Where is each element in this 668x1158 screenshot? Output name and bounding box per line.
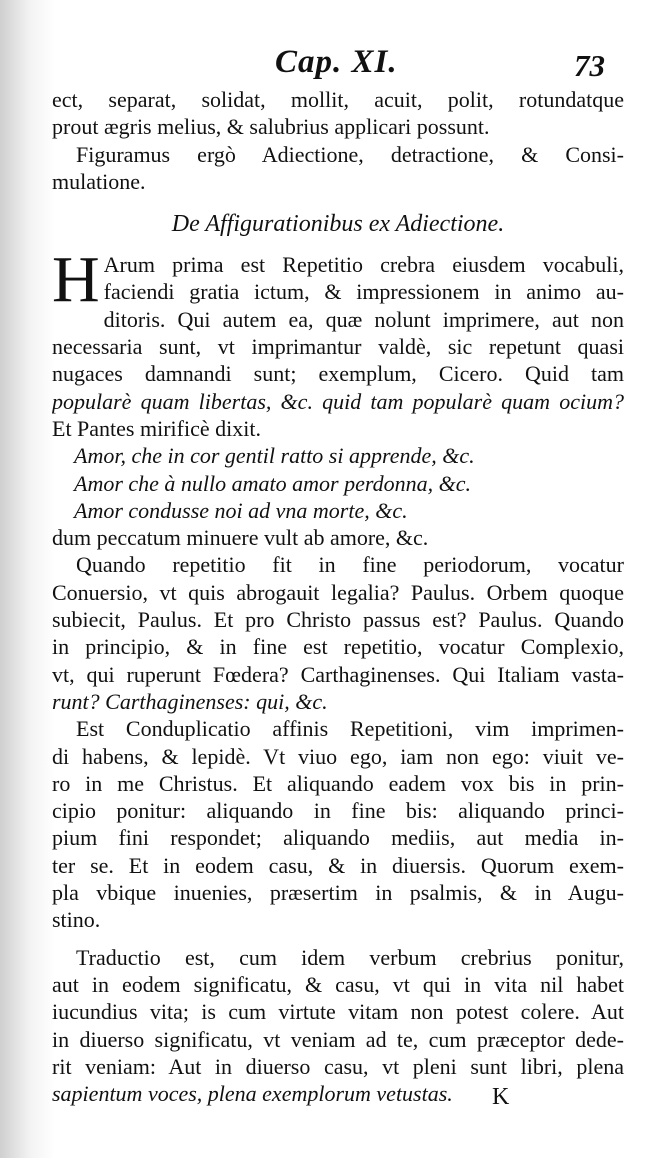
running-header: [0, 44, 668, 88]
text-line: Conuersio, vt quis abrogauit legalia? Paulus. Orbem quoque: [52, 579, 624, 605]
text-line: Figuramus ergò Adiectione, detractione, & Consi-: [76, 141, 624, 167]
text-line: Et Pantes mirificè dixit.: [52, 415, 261, 441]
text-line: stino.: [52, 907, 101, 933]
text-line: pla vbique inuenies, præsertim in psalmis, & in Augu-: [52, 880, 624, 906]
text-line: Quando repetitio fit in fine periodorum, vocatur: [76, 552, 624, 578]
text-line: popularè quam libertas, &c. quid tam popularè quam ocium?: [52, 388, 624, 414]
text-line: ditoris. Qui autem ea, quæ nolunt imprimere, aut non: [103, 306, 624, 332]
verse-line: Amor condusse noi ad vna morte, &c.: [74, 497, 408, 523]
text-line: cipio ponitur: aliquando in fine bis: aliquando princi-: [52, 798, 624, 824]
text-line: iucundius vita; is cum virtute vitam non potest colere. Aut: [52, 999, 624, 1025]
text-line: subiecit, Paulus. Et pro Christo passus est? Paulus. Quando: [52, 607, 624, 633]
text-line: di habens, & lepidè. Vt viuo ego, iam non ego: viuit ve-: [52, 743, 624, 769]
text-line: ro in me Christus. Et aliquando eadem vox bis in prin-: [52, 770, 624, 796]
text-line: rit veniam: Aut in diuerso casu, vt pleni sunt libri, plena: [52, 1053, 624, 1079]
verse-line: Amor che à nullo amato amor perdonna, &c.: [74, 470, 471, 496]
text-line: dum peccatum minuere vult ab amore, &c.: [52, 525, 429, 551]
text-line: prout ægris melius, & salubrius applicari possunt.: [52, 114, 490, 140]
text-line: ter se. Et in eodem casu, & in diuersis. Quorum exem-: [52, 852, 624, 878]
text-line: Arum prima est Repetitio crebra eiusdem vocabuli,: [103, 252, 624, 278]
paragraph-traductio: [52, 944, 624, 1108]
intro-paragraph: [52, 86, 624, 195]
page-number: 73: [574, 48, 605, 83]
text-line: runt? Carthaginenses: qui, &c.: [52, 688, 328, 714]
text-line: faciendi gratia ictum, & impressionem in animo au-: [103, 279, 624, 305]
paragraph-conduplicatio: [52, 715, 624, 933]
text-line: aut in eodem significatu, & casu, vt qui in vita nil habet: [52, 971, 624, 997]
chapter-title: Cap. XI.: [275, 44, 398, 80]
drop-cap: H: [52, 243, 100, 317]
text-line: in principio, & in fine est repetitio, vocatur Complexio,: [52, 634, 624, 660]
text-line: in diuerso significatu, vt veniam ad te, cum præceptor dede-: [52, 1026, 624, 1052]
text-line: nugaces damnandi sunt; exemplum, Cicero. Quid tam: [52, 361, 624, 387]
text-line: necessaria sunt, vt imprimantur valdè, sic repetunt quasi: [52, 334, 624, 360]
text-line: Est Conduplicatio affinis Repetitioni, vim imprimen-: [76, 716, 624, 742]
text-line: Traductio est, cum idem verbum crebrius ponitur,: [76, 944, 624, 970]
catchword: K: [492, 1084, 510, 1110]
section-heading: De Affigurationibus ex Adiectione.: [171, 211, 505, 238]
paragraph-repetitio: [52, 243, 624, 551]
paragraph-conuersio: [52, 551, 624, 715]
text-line: ect, separat, solidat, mollit, acuit, polit, rotundatque: [52, 87, 624, 112]
text-line: vt, qui ruperunt Fœdera? Carthaginenses. Qui Italiam vasta-: [52, 661, 624, 687]
text-line: pium fini respondet; aliquando mediis, aut media in-: [52, 825, 624, 851]
text-line: mulatione.: [52, 168, 146, 194]
verse-line: Amor, che in cor gentil ratto si apprende, &c.: [74, 443, 475, 469]
text-line: sapientum voces, plena exemplorum vetustas.: [52, 1081, 453, 1107]
text-block: [52, 86, 624, 1107]
